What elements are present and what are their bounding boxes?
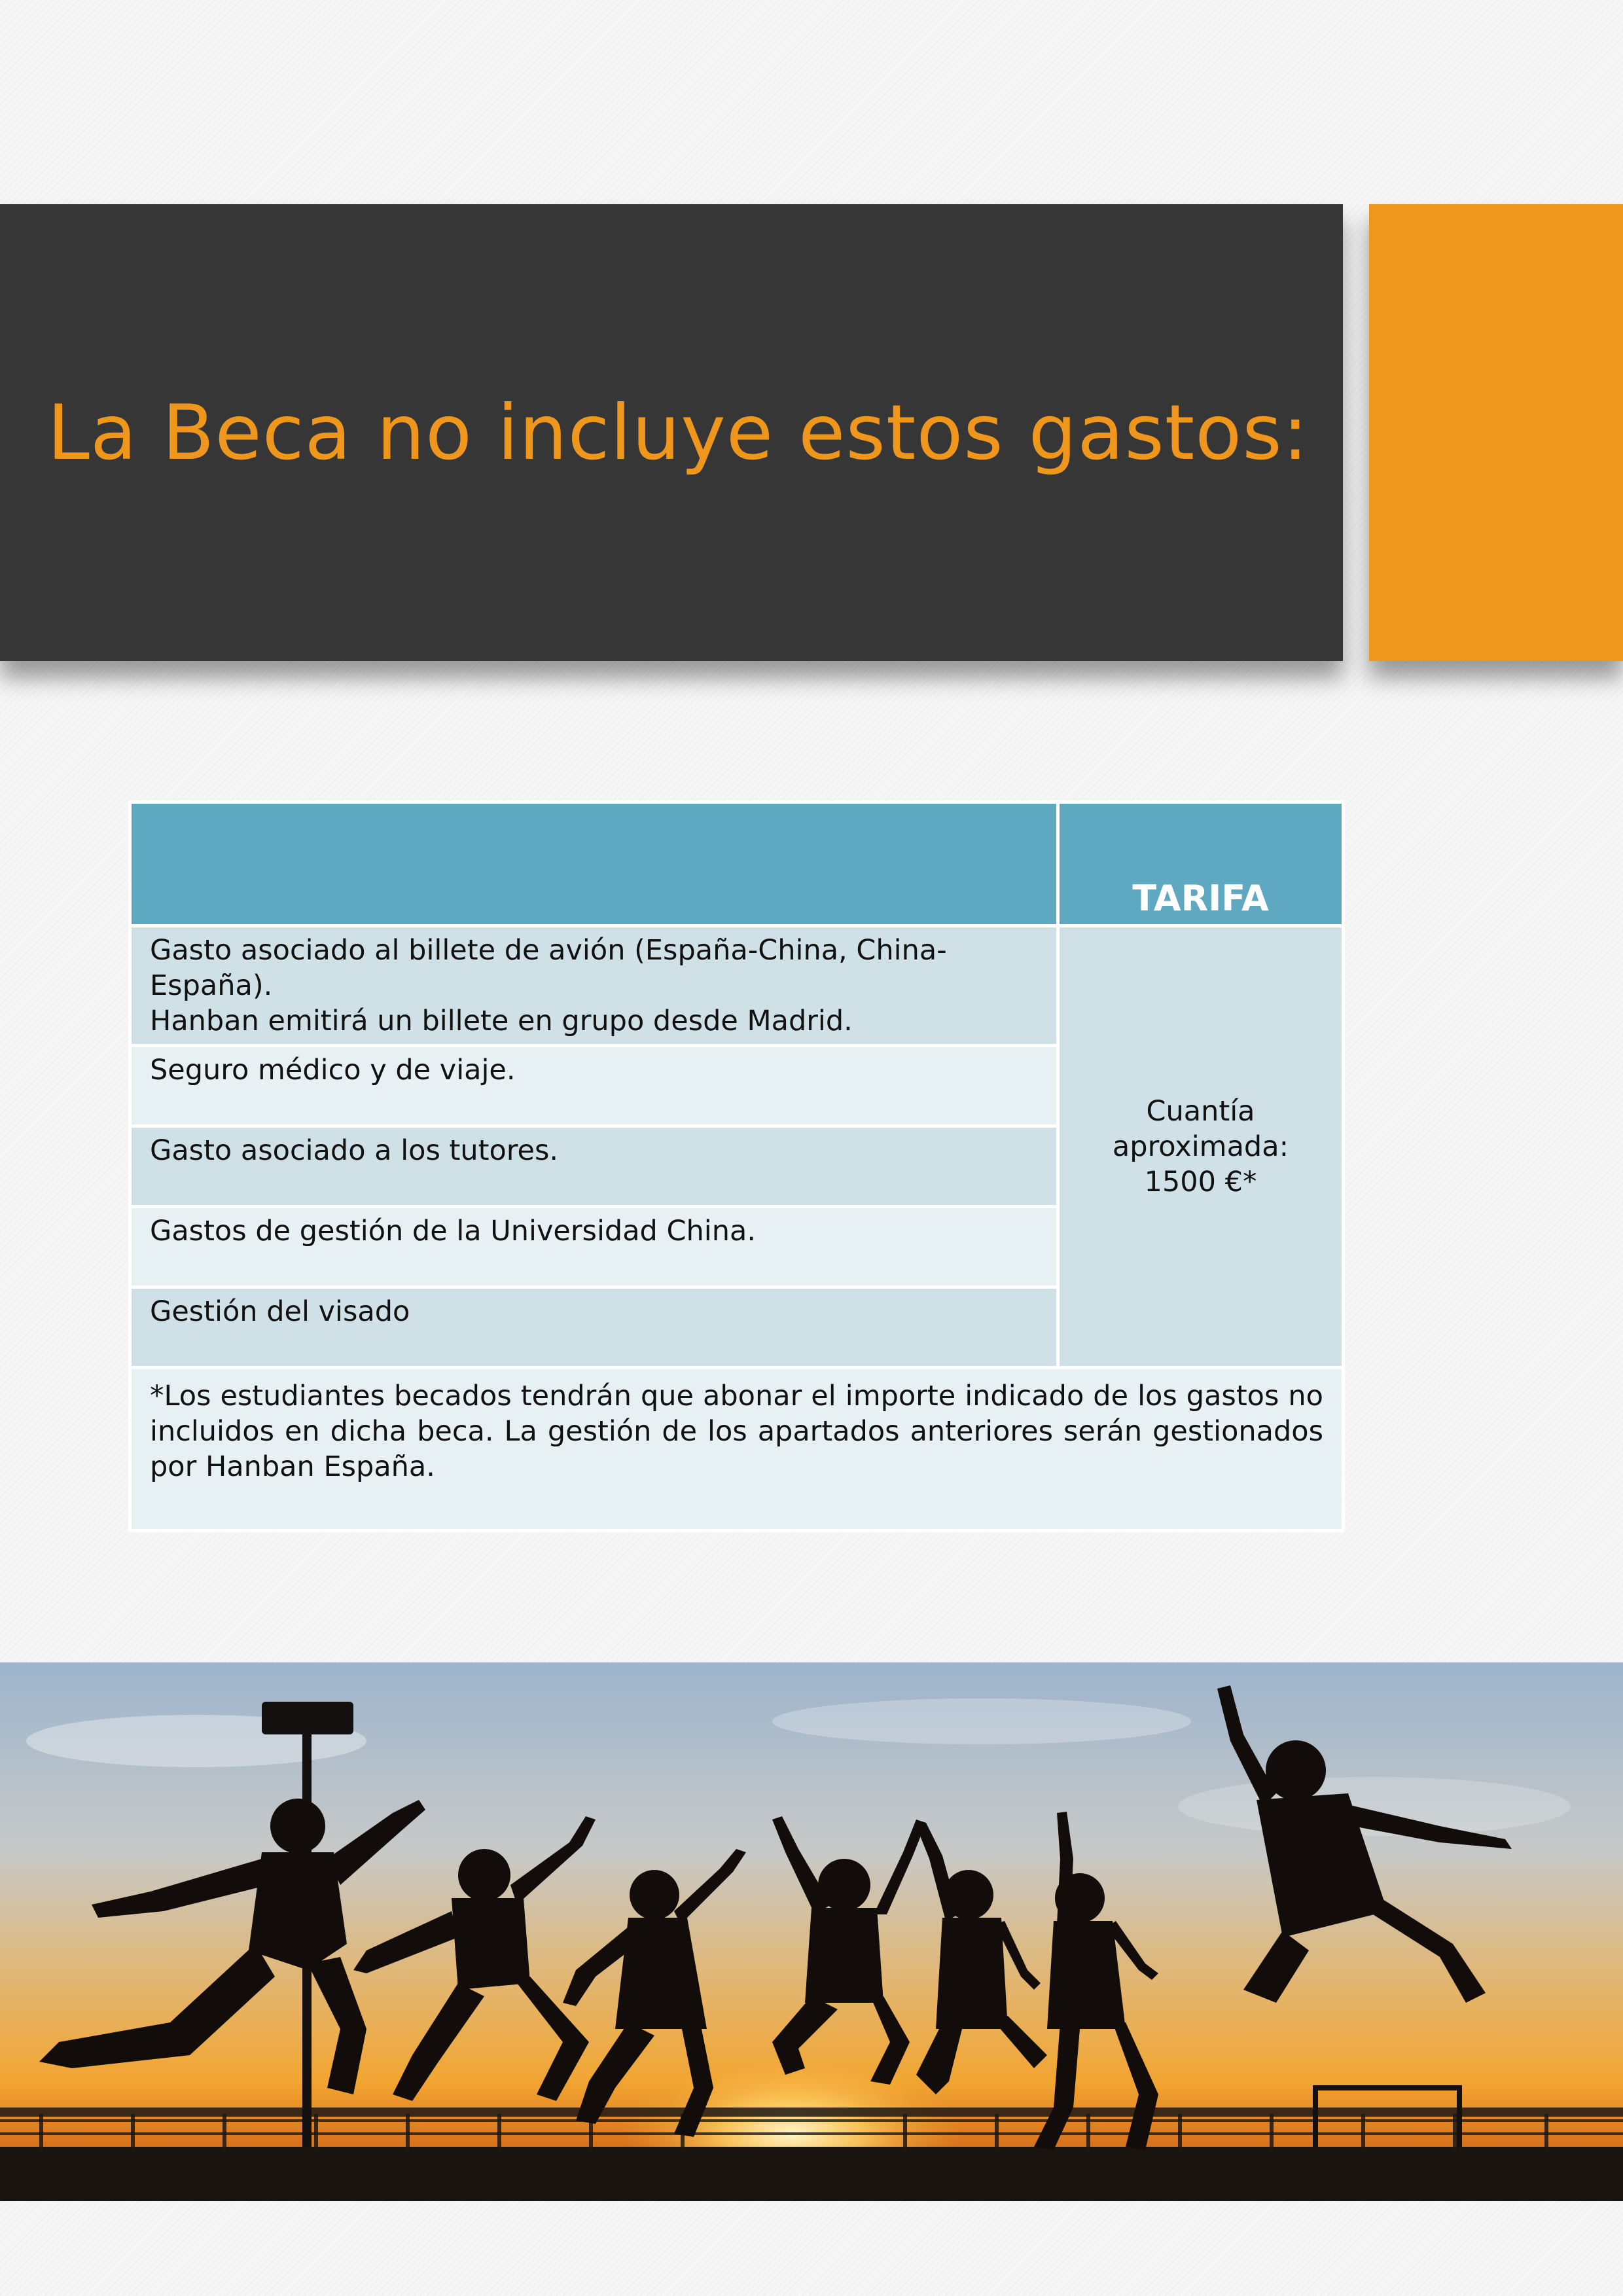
table-row	[130, 926, 1344, 1046]
jumping-people-photo	[0, 1662, 1623, 2201]
note-row	[130, 1368, 1344, 1531]
amount-label: Cuantía	[1146, 1095, 1255, 1128]
costs-table	[128, 800, 1345, 1532]
item-cell	[130, 1046, 1058, 1126]
amount-cell	[1058, 926, 1344, 1368]
item-text: Gasto asociado a los tutores.	[150, 1134, 559, 1167]
table-header-row	[130, 802, 1344, 926]
item-cell	[130, 1126, 1058, 1207]
title-band	[0, 204, 1343, 661]
item-cell	[130, 1287, 1058, 1368]
item-text: Gastos de gestión de la Universidad China.	[150, 1215, 757, 1247]
item-text: Gasto asociado al billete de avión (España-China, China-España).	[150, 934, 947, 1002]
page-title: La Beca no incluye estos gastos:	[47, 388, 1309, 477]
header-cell-tarifa: TARIFA	[1058, 802, 1344, 926]
amount-label-2: aproximada:	[1112, 1130, 1289, 1163]
orange-accent-block	[1369, 204, 1623, 661]
item-cell	[130, 926, 1058, 1046]
footnote-cell: *Los estudiantes becados tendrán que abonar el importe indicado de los gastos no incluidos en dicha beca. La gestión de los apartados anteriores serán gestionados por Hanban España.	[130, 1368, 1344, 1531]
item-text: Gestión del visado	[150, 1295, 410, 1328]
header-cell-concept	[130, 802, 1058, 926]
item-text-line2: Hanban emitirá un billete en grupo desde Madrid.	[150, 1005, 853, 1037]
item-text: Seguro médico y de viaje.	[150, 1054, 516, 1086]
amount-value: 1500 €*	[1144, 1166, 1257, 1198]
item-cell	[130, 1207, 1058, 1287]
